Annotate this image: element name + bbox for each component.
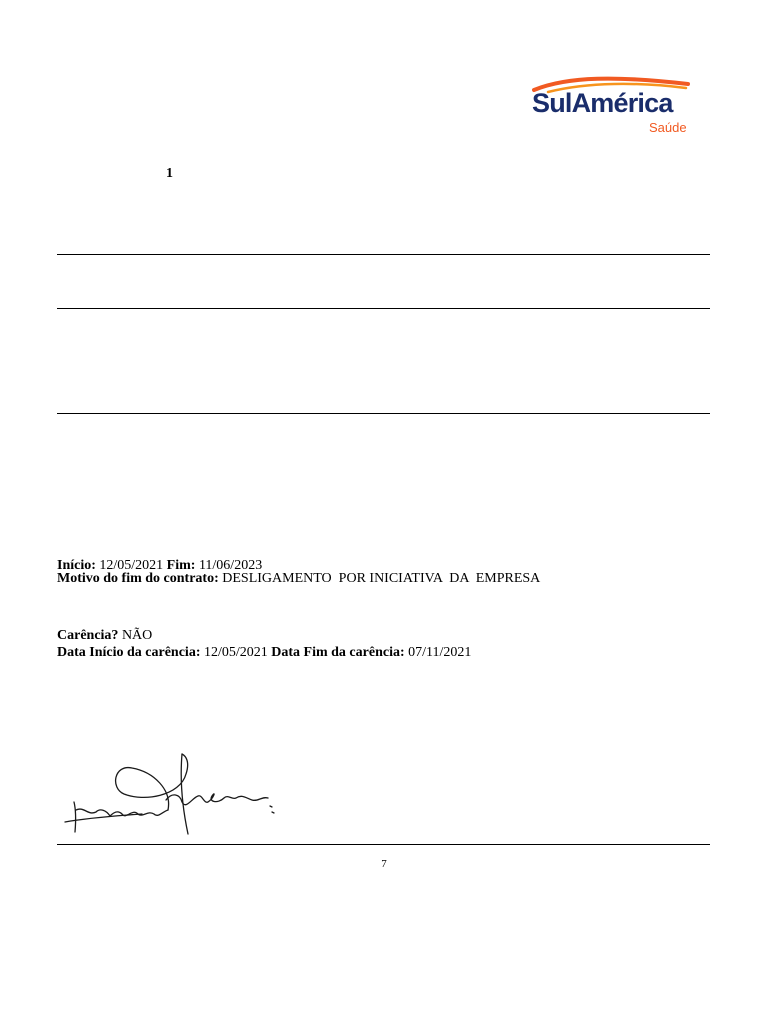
contract-end-reason-line xyxy=(57,572,540,586)
motivo-label: Motivo do fim do contrato: xyxy=(57,571,219,586)
carencia-fim-value: 07/11/2021 xyxy=(408,645,472,660)
handwritten-signature xyxy=(62,750,282,840)
carencia-line xyxy=(57,629,152,643)
inicio-value: 12/05/2021 xyxy=(99,558,164,573)
carencia-inicio-label: Data Início da carência: xyxy=(57,645,201,660)
page-number: 7 xyxy=(381,858,387,870)
divider-rule xyxy=(57,254,710,255)
section-marker: 1 xyxy=(166,166,173,181)
logo-subtitle: Saúde xyxy=(649,120,687,135)
logo-wordmark: SulAmérica xyxy=(532,88,673,118)
carencia-inicio-value: 12/05/2021 xyxy=(203,645,268,660)
carencia-dates-line xyxy=(57,646,471,660)
fim-value: 11/06/2023 xyxy=(198,558,263,573)
carencia-fim-label: Data Fim da carência: xyxy=(271,645,405,660)
divider-rule xyxy=(57,308,710,309)
motivo-value: DESLIGAMENTO POR INICIATIVA DA EMPRESA xyxy=(222,571,541,586)
sulamerica-logo xyxy=(528,74,694,138)
carencia-label: Carência? xyxy=(57,628,119,643)
carencia-value: NÃO xyxy=(121,628,153,643)
footer-divider-rule xyxy=(57,844,710,845)
fim-label: Fim: xyxy=(166,558,196,573)
inicio-label: Início: xyxy=(57,558,96,573)
divider-rule xyxy=(57,413,710,414)
